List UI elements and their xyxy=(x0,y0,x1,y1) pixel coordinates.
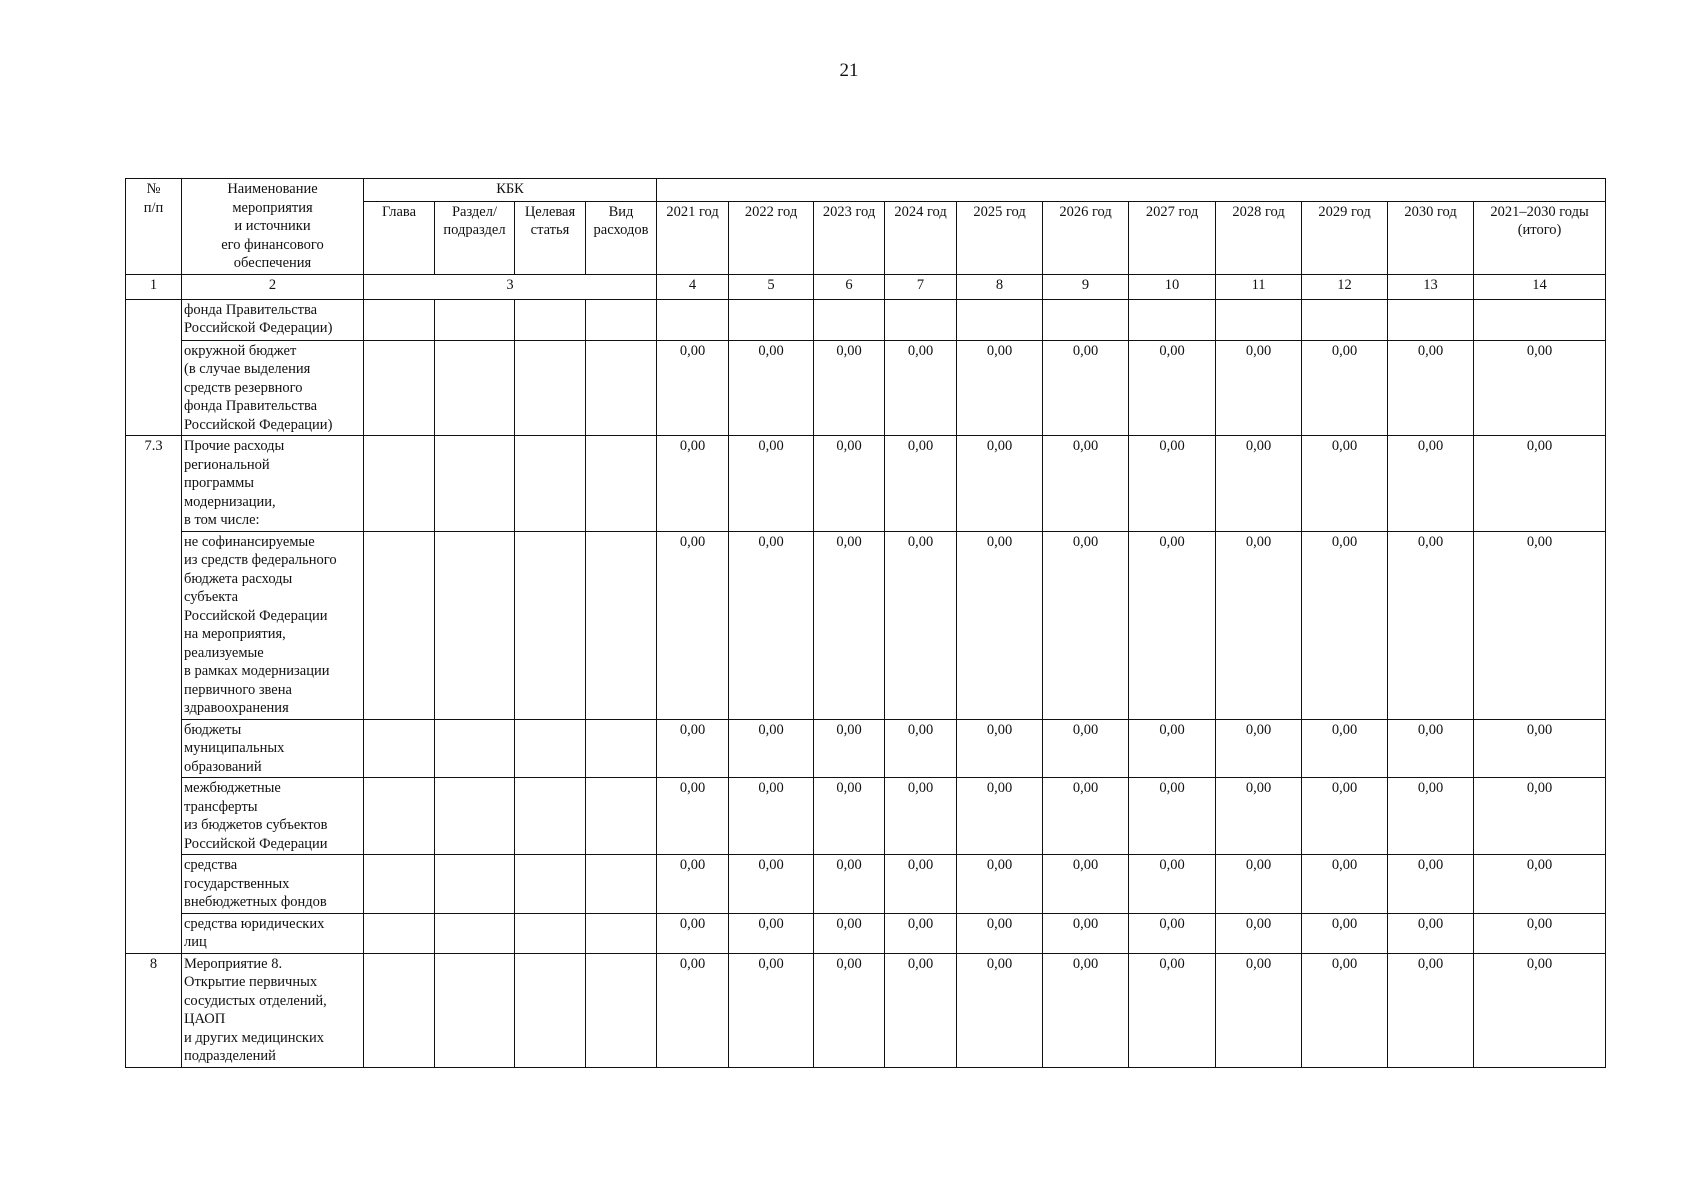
header-year-total: 2021–2030 годы (итого) xyxy=(1474,201,1606,274)
year-value-cell: 0,00 xyxy=(1388,778,1474,855)
row-name: окружной бюджет (в случае выделения средств резервного фонда Правительства Российской Федерации) xyxy=(182,340,364,436)
kbk-cell xyxy=(435,953,515,1067)
kbk-cell xyxy=(435,913,515,953)
total-value-cell: 0,00 xyxy=(1474,340,1606,436)
year-value-cell: 0,00 xyxy=(957,913,1043,953)
kbk-cell xyxy=(586,436,657,532)
year-value-cell: 0,00 xyxy=(885,913,957,953)
year-value-cell: 0,00 xyxy=(957,531,1043,719)
row-name: средства юридических лиц xyxy=(182,913,364,953)
table-row xyxy=(126,719,1606,778)
total-value-cell: 0,00 xyxy=(1474,719,1606,778)
kbk-cell xyxy=(364,953,435,1067)
year-value-cell: 0,00 xyxy=(729,531,814,719)
kbk-cell xyxy=(435,531,515,719)
year-value-cell: 0,00 xyxy=(1388,953,1474,1067)
year-value-cell: 0,00 xyxy=(885,531,957,719)
year-value-cell: 0,00 xyxy=(1043,436,1129,532)
year-value-cell: 0,00 xyxy=(1129,436,1216,532)
year-value-cell: 0,00 xyxy=(1302,340,1388,436)
year-value-cell: 0,00 xyxy=(1129,719,1216,778)
total-value-cell: 0,00 xyxy=(1474,913,1606,953)
year-value-cell: 0,00 xyxy=(657,913,729,953)
kbk-cell xyxy=(515,299,586,340)
year-value-cell: 0,00 xyxy=(1302,719,1388,778)
year-value-cell xyxy=(657,299,729,340)
column-number: 2 xyxy=(182,274,364,299)
header-year: 2027 год xyxy=(1129,201,1216,274)
header-celevaya: Целевая статья xyxy=(515,201,586,274)
year-value-cell: 0,00 xyxy=(1216,719,1302,778)
kbk-cell xyxy=(435,778,515,855)
table-row xyxy=(126,855,1606,914)
year-value-cell: 0,00 xyxy=(1388,719,1474,778)
year-value-cell: 0,00 xyxy=(1302,855,1388,914)
year-value-cell: 0,00 xyxy=(657,531,729,719)
kbk-cell xyxy=(586,913,657,953)
year-value-cell: 0,00 xyxy=(1388,436,1474,532)
kbk-cell xyxy=(586,531,657,719)
year-value-cell: 0,00 xyxy=(1129,340,1216,436)
year-value-cell: 0,00 xyxy=(1216,340,1302,436)
year-value-cell: 0,00 xyxy=(957,436,1043,532)
year-value-cell: 0,00 xyxy=(1216,953,1302,1067)
table-row xyxy=(126,340,1606,436)
year-value-cell: 0,00 xyxy=(814,855,885,914)
year-value-cell: 0,00 xyxy=(885,340,957,436)
year-value-cell: 0,00 xyxy=(1388,855,1474,914)
column-number: 13 xyxy=(1388,274,1474,299)
header-year: 2026 год xyxy=(1043,201,1129,274)
header-glava: Глава xyxy=(364,201,435,274)
row-number: 7.3 xyxy=(126,436,182,954)
column-number: 11 xyxy=(1216,274,1302,299)
year-value-cell: 0,00 xyxy=(1129,855,1216,914)
header-vid: Вид расходов xyxy=(586,201,657,274)
kbk-cell xyxy=(364,340,435,436)
year-value-cell: 0,00 xyxy=(729,436,814,532)
row-name: фонда Правительства Российской Федерации) xyxy=(182,299,364,340)
table-row xyxy=(126,299,1606,340)
header-name: Наименование мероприятия и источники его финансового обеспечения xyxy=(182,179,364,275)
kbk-cell xyxy=(586,299,657,340)
row-name: Прочие расходы региональной программы модернизации, в том числе: xyxy=(182,436,364,532)
year-value-cell: 0,00 xyxy=(1129,913,1216,953)
year-value-cell: 0,00 xyxy=(1388,340,1474,436)
year-value-cell: 0,00 xyxy=(957,340,1043,436)
header-year: 2029 год xyxy=(1302,201,1388,274)
year-value-cell: 0,00 xyxy=(1216,855,1302,914)
year-value-cell: 0,00 xyxy=(885,436,957,532)
year-value-cell: 0,00 xyxy=(1043,719,1129,778)
row-number xyxy=(126,299,182,436)
kbk-cell xyxy=(364,436,435,532)
year-value-cell: 0,00 xyxy=(657,436,729,532)
header-year: 2025 год xyxy=(957,201,1043,274)
header-kbk: КБК xyxy=(364,179,657,202)
year-value-cell: 0,00 xyxy=(1216,913,1302,953)
header-year: 2022 год xyxy=(729,201,814,274)
year-value-cell xyxy=(957,299,1043,340)
total-value-cell xyxy=(1474,299,1606,340)
kbk-cell xyxy=(515,778,586,855)
kbk-cell xyxy=(435,436,515,532)
kbk-cell xyxy=(364,778,435,855)
year-value-cell xyxy=(885,299,957,340)
kbk-cell xyxy=(515,719,586,778)
kbk-cell xyxy=(515,531,586,719)
year-value-cell: 0,00 xyxy=(885,953,957,1067)
column-number: 4 xyxy=(657,274,729,299)
row-name: межбюджетные трансферты из бюджетов субъектов Российской Федерации xyxy=(182,778,364,855)
table-row xyxy=(126,913,1606,953)
header-num: № п/п xyxy=(126,179,182,275)
kbk-cell xyxy=(586,953,657,1067)
total-value-cell: 0,00 xyxy=(1474,855,1606,914)
year-value-cell: 0,00 xyxy=(729,913,814,953)
column-number: 1 xyxy=(126,274,182,299)
kbk-cell xyxy=(435,855,515,914)
year-value-cell: 0,00 xyxy=(814,953,885,1067)
row-name: бюджеты муниципальных образований xyxy=(182,719,364,778)
year-value-cell: 0,00 xyxy=(814,778,885,855)
column-number: 8 xyxy=(957,274,1043,299)
year-value-cell xyxy=(1388,299,1474,340)
total-value-cell: 0,00 xyxy=(1474,953,1606,1067)
year-value-cell: 0,00 xyxy=(814,913,885,953)
kbk-cell xyxy=(435,340,515,436)
kbk-cell xyxy=(364,913,435,953)
year-value-cell: 0,00 xyxy=(1043,531,1129,719)
kbk-cell xyxy=(435,299,515,340)
year-value-cell: 0,00 xyxy=(814,436,885,532)
table-row xyxy=(126,953,1606,1067)
row-name: средства государственных внебюджетных фондов xyxy=(182,855,364,914)
year-value-cell xyxy=(1043,299,1129,340)
column-number: 10 xyxy=(1129,274,1216,299)
column-number: 14 xyxy=(1474,274,1606,299)
budget-table xyxy=(125,178,1606,1068)
row-number: 8 xyxy=(126,953,182,1067)
year-value-cell: 0,00 xyxy=(729,953,814,1067)
year-value-cell: 0,00 xyxy=(657,340,729,436)
year-value-cell: 0,00 xyxy=(957,719,1043,778)
total-value-cell: 0,00 xyxy=(1474,436,1606,532)
kbk-cell xyxy=(364,855,435,914)
year-value-cell: 0,00 xyxy=(729,778,814,855)
kbk-cell xyxy=(515,913,586,953)
year-value-cell: 0,00 xyxy=(814,719,885,778)
year-value-cell: 0,00 xyxy=(729,855,814,914)
year-value-cell: 0,00 xyxy=(885,855,957,914)
year-value-cell: 0,00 xyxy=(1129,953,1216,1067)
year-value-cell: 0,00 xyxy=(1043,913,1129,953)
year-value-cell xyxy=(1302,299,1388,340)
total-value-cell: 0,00 xyxy=(1474,531,1606,719)
year-value-cell: 0,00 xyxy=(1129,778,1216,855)
year-value-cell: 0,00 xyxy=(1302,531,1388,719)
kbk-cell xyxy=(515,340,586,436)
year-value-cell: 0,00 xyxy=(1302,953,1388,1067)
column-number: 9 xyxy=(1043,274,1129,299)
header-year: 2024 год xyxy=(885,201,957,274)
year-value-cell xyxy=(729,299,814,340)
year-value-cell: 0,00 xyxy=(1216,436,1302,532)
year-value-cell xyxy=(814,299,885,340)
row-name: Мероприятие 8. Открытие первичных сосудистых отделений, ЦАОП и других медицинских подразделений xyxy=(182,953,364,1067)
year-value-cell: 0,00 xyxy=(1216,531,1302,719)
header-year: 2021 год xyxy=(657,201,729,274)
kbk-cell xyxy=(586,778,657,855)
year-value-cell: 0,00 xyxy=(729,340,814,436)
year-value-cell: 0,00 xyxy=(1388,913,1474,953)
year-value-cell: 0,00 xyxy=(1302,913,1388,953)
year-value-cell: 0,00 xyxy=(657,719,729,778)
year-value-cell: 0,00 xyxy=(1388,531,1474,719)
year-value-cell: 0,00 xyxy=(957,778,1043,855)
column-number: 6 xyxy=(814,274,885,299)
year-value-cell: 0,00 xyxy=(1043,953,1129,1067)
kbk-cell xyxy=(586,855,657,914)
header-years-group xyxy=(657,179,1606,202)
header-year: 2030 год xyxy=(1388,201,1474,274)
year-value-cell: 0,00 xyxy=(1129,531,1216,719)
kbk-cell xyxy=(515,953,586,1067)
table-body xyxy=(126,299,1606,1067)
year-value-cell: 0,00 xyxy=(1302,436,1388,532)
kbk-cell xyxy=(586,340,657,436)
year-value-cell: 0,00 xyxy=(729,719,814,778)
year-value-cell: 0,00 xyxy=(1043,855,1129,914)
table-row xyxy=(126,531,1606,719)
column-number-row xyxy=(126,274,1606,299)
table-row xyxy=(126,436,1606,532)
kbk-cell xyxy=(515,855,586,914)
kbk-cell xyxy=(364,299,435,340)
year-value-cell: 0,00 xyxy=(1043,778,1129,855)
table-row xyxy=(126,778,1606,855)
header-year: 2028 год xyxy=(1216,201,1302,274)
kbk-cell xyxy=(515,436,586,532)
column-number: 3 xyxy=(364,274,657,299)
year-value-cell: 0,00 xyxy=(657,953,729,1067)
total-value-cell: 0,00 xyxy=(1474,778,1606,855)
header-year: 2023 год xyxy=(814,201,885,274)
row-name: не софинансируемые из средств федерального бюджета расходы субъекта Российской Федерации на мероприятия, реализуемые в рамках модернизации первичного звена здравоохранения xyxy=(182,531,364,719)
year-value-cell: 0,00 xyxy=(957,855,1043,914)
kbk-cell xyxy=(364,531,435,719)
column-number: 5 xyxy=(729,274,814,299)
column-number: 7 xyxy=(885,274,957,299)
year-value-cell xyxy=(1129,299,1216,340)
year-value-cell: 0,00 xyxy=(957,953,1043,1067)
column-number: 12 xyxy=(1302,274,1388,299)
year-value-cell: 0,00 xyxy=(814,340,885,436)
kbk-cell xyxy=(364,719,435,778)
header-razdel: Раздел/ подраздел xyxy=(435,201,515,274)
year-value-cell: 0,00 xyxy=(1302,778,1388,855)
year-value-cell: 0,00 xyxy=(885,778,957,855)
year-value-cell: 0,00 xyxy=(814,531,885,719)
year-value-cell: 0,00 xyxy=(657,855,729,914)
year-value-cell: 0,00 xyxy=(1216,778,1302,855)
kbk-cell xyxy=(435,719,515,778)
year-value-cell: 0,00 xyxy=(885,719,957,778)
page-number: 21 xyxy=(839,60,859,81)
kbk-cell xyxy=(586,719,657,778)
year-value-cell: 0,00 xyxy=(1043,340,1129,436)
year-value-cell xyxy=(1216,299,1302,340)
year-value-cell: 0,00 xyxy=(657,778,729,855)
